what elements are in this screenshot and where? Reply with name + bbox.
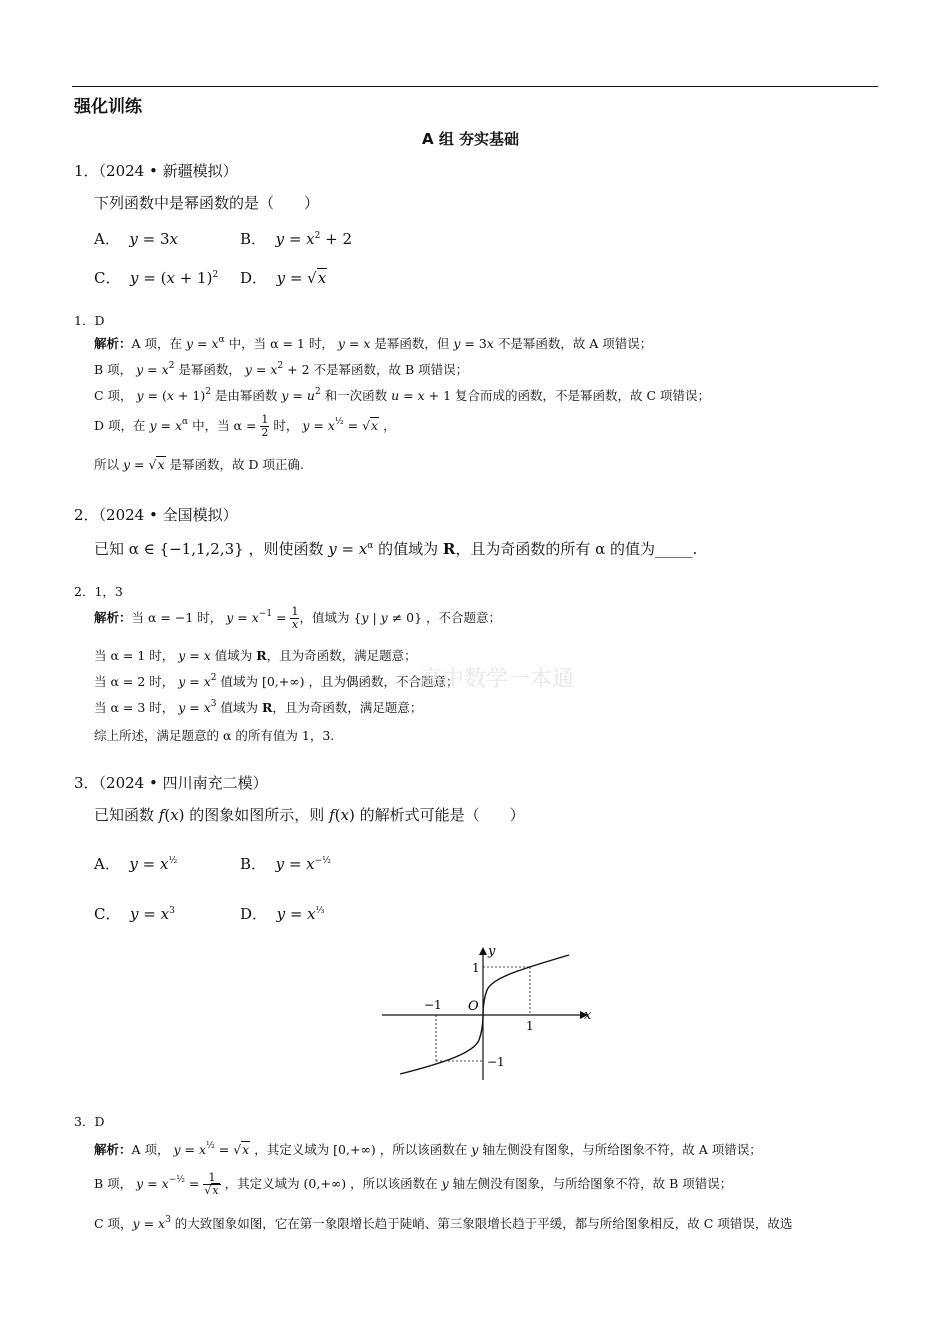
q1-solution-line2: B 项， $y = x^2$ 是幂函数， $y = x^2 + 2$ 不是幂函数，故 B 项错误；: [94, 361, 469, 377]
tick-x-neg1: −1: [424, 998, 442, 1012]
q2-header: 2．（2024 • 全国模拟）: [74, 506, 238, 524]
q3-stem: 已知函数 f(x) 的图象如图所示，则 f(x) 的解析式可能是（ ）: [94, 806, 525, 824]
tick-x-1: 1: [526, 1019, 534, 1033]
q3-option-b: B． $y = x^{-\frac{1}{2}}$: [240, 855, 331, 873]
tick-y-neg1: −1: [487, 1055, 505, 1069]
q1-solution-line3: C 项， $y = (x + 1)^2$ 是由幂函数 $y = u^2$ 和一次函数 u = x + 1 复合而成的函数，不是幂函数，故 C 项错误；: [94, 387, 711, 403]
q1-answer: 1．D: [74, 313, 105, 328]
q2-solution-line4: 当 α = 3 时， $y = x^3$ 值域为 R，且为奇函数，满足题意；: [94, 699, 423, 715]
x-axis-label: x: [584, 1008, 592, 1023]
q2-answer: 2．1，3: [74, 584, 123, 599]
q3-graph: [378, 940, 596, 1086]
section-title: 强化训练: [74, 97, 142, 117]
q2-solution-line5: 综上所述，满足题意的 α 的所有值为 1，3.: [94, 728, 335, 743]
q2-stem: 已知 α ∈ {−1,1,2,3} ，则使函数 $y = x^\alpha$ 的值域为 R，且为奇函数的所有 α 的值为_____.: [94, 540, 698, 558]
q1-solution-line1: 解析：A 项，在 $y = x^\alpha$ 中，当 α = 1 时， y = x 是幂函数，但 y = 3x 不是幂函数，故 A 项错误；: [94, 335, 653, 351]
q1-stem: 下列函数中是幂函数的是（ ）: [94, 194, 320, 212]
group-title: A 组 夯实基础: [422, 130, 520, 148]
y-axis-arrow-icon: [479, 947, 487, 955]
q3-option-d: D． $y = x^{\frac{1}{3}}$: [240, 905, 325, 923]
q1-option-d: D． y = √x: [240, 269, 327, 287]
q3-header: 3．（2024 • 四川南充二模）: [74, 774, 268, 792]
q1-header: 1．（2024 • 新疆模拟）: [74, 162, 238, 180]
q2-solution-line2: 当 α = 1 时， y = x 值域为 R，且为奇函数，满足题意；: [94, 648, 417, 663]
q1-solution-line5: 所以 y = √x 是幂函数，故 D 项正确.: [94, 457, 304, 472]
origin-label: O: [468, 999, 479, 1014]
q1-option-b: B． $y = x^2 + 2$: [240, 230, 353, 248]
q2-solution-line3: 当 α = 2 时， $y = x^2$ 值域为 [0,+∞) ，且为偶函数，不合题意；: [94, 673, 459, 689]
q1-solution-line4: D 项，在 $y = x^\alpha$ 中，当 α = $\frac{1}{2}$ 时， $y = x^{\frac{1}{2}} = √x$ ，: [94, 413, 396, 439]
tick-y-1: 1: [472, 961, 480, 975]
q3-answer: 3．D: [74, 1114, 105, 1129]
q3-option-c: C． $y = x^3$: [94, 905, 175, 923]
y-axis-label: y: [488, 944, 496, 959]
q1-option-a: A． y = 3x: [94, 230, 178, 248]
watermark: 高中数学一本通: [420, 667, 575, 692]
q3-solution-line3: C 项，$y = x^3$ 的大致图象如图，它在第一象限增长趋于陡峭、第三象限增长趋于平缓，都与所给图象相反，故 C 项错误，故选: [94, 1215, 793, 1231]
q2-solution-line1: 解析：当 α = −1 时， $y = x^{-1}$ = $\frac{1}{x}$ ，值域为 {y | y ≠ 0} ，不合题意；: [94, 605, 502, 631]
q1-option-c: C． $y = (x + 1)^2$: [94, 269, 219, 287]
q3-solution-line1: 解析：A 项， $y = x^{\frac{1}{2}} = √x$ ，其定义域为 [0,+∞) ，所以该函数在 y 轴左侧没有图象，与所给图象不符，故 A 项错误；: [94, 1141, 762, 1157]
q3-solution-line2: B 项， $y = x^{-\frac{1}{2}}$ = $\frac{1}{√x}$ ，其定义域为 (0,+∞) ，所以该函数在 y 轴左侧没有图象，与所给图象不符，故 B 项错误；: [94, 1171, 733, 1197]
header-rule: [72, 86, 878, 87]
q3-option-a: A． $y = x^{\frac{1}{2}}$: [94, 855, 178, 873]
